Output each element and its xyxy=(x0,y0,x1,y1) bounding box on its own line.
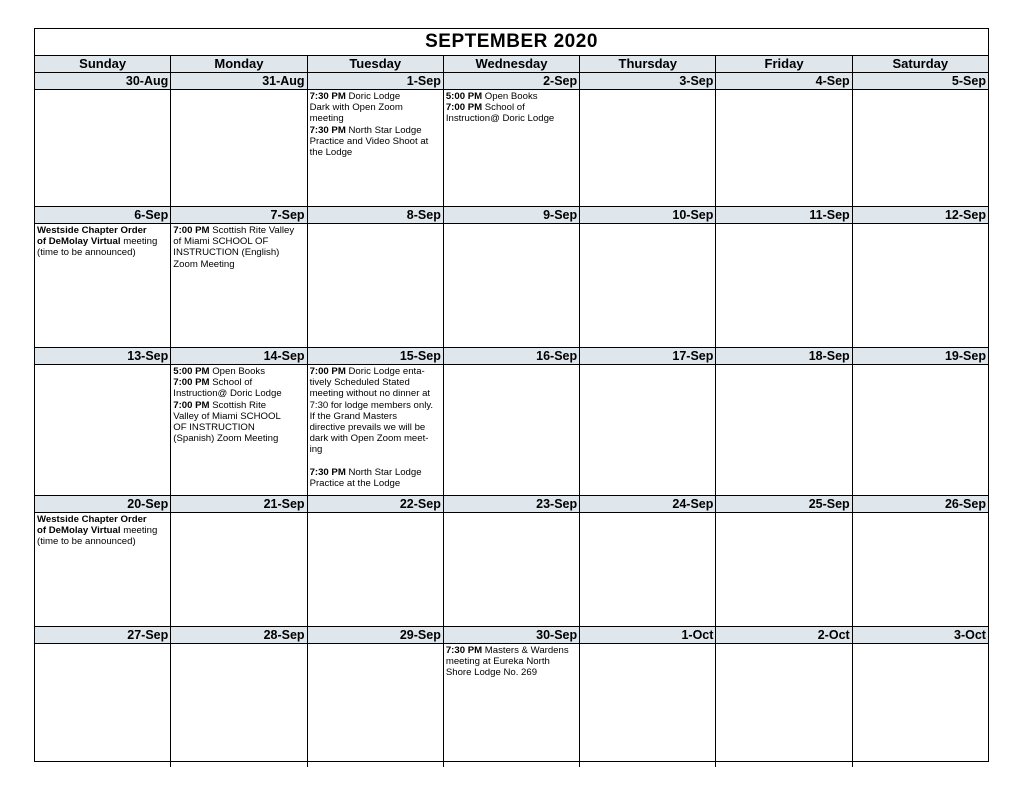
date-label: 3-Sep xyxy=(580,73,716,89)
date-label: 14-Sep xyxy=(171,348,307,364)
calendar-event[interactable] xyxy=(446,91,578,102)
event-text: Scottish Rite Valley of Miami SCHOOL OF INSTRUCTION (Spanish) Zoom Meeting xyxy=(173,399,281,445)
date-row xyxy=(35,73,988,90)
day-cell[interactable] xyxy=(853,224,988,347)
day-cell[interactable] xyxy=(308,224,444,347)
date-label: 23-Sep xyxy=(444,496,580,512)
event-text: North Star Lodge Practice and Video Shoot at the Lodge xyxy=(309,124,429,159)
week-row xyxy=(35,73,988,207)
date-label: 18-Sep xyxy=(716,348,852,364)
event-text: North Star Lodge Practice at the Lodge xyxy=(309,466,422,489)
date-label: 21-Sep xyxy=(171,496,307,512)
day-cell[interactable] xyxy=(580,90,716,206)
date-label: 13-Sep xyxy=(35,348,171,364)
date-label: 12-Sep xyxy=(944,208,986,222)
calendar-event[interactable] xyxy=(310,125,442,159)
event-time: 7:30 PM xyxy=(309,91,346,102)
date-label: 17-Sep xyxy=(580,348,716,364)
day-cell[interactable] xyxy=(171,365,307,495)
event-text: School of Instruction@ Doric Lodge xyxy=(445,102,555,125)
week-row xyxy=(35,496,988,627)
day-cell[interactable] xyxy=(35,644,171,767)
date-label: 27-Sep xyxy=(35,627,171,643)
calendar-title: SEPTEMBER 2020 xyxy=(35,29,988,56)
day-cell[interactable] xyxy=(853,365,988,495)
event-text: Scottish Rite Valley of Miami SCHOOL OF INSTRUCTION (English) Zoom Meeting xyxy=(173,225,295,270)
date-label: 1-Oct xyxy=(580,627,716,643)
date-label: 20-Sep xyxy=(35,496,171,512)
date-label: 16-Sep xyxy=(444,348,580,364)
event-spacer xyxy=(310,456,442,467)
event-text: Doric Lodge enta- tively Scheduled Stated meeting without no dinner at 7:30 for lodge members only. If the Grand Masters directive prevails we will be dark with Open Zoom meet- ing xyxy=(309,366,434,456)
event-time: Westside Chapter Order of DeMolay Virtual xyxy=(37,514,147,537)
event-time: 7:00 PM xyxy=(173,225,210,236)
event-time: 5:00 PM xyxy=(173,366,210,377)
weekday-tuesday: Tuesday xyxy=(308,56,444,72)
day-cell[interactable] xyxy=(580,224,716,347)
day-cell[interactable] xyxy=(580,365,716,495)
date-label: 9-Sep xyxy=(444,207,580,223)
calendar-event[interactable] xyxy=(173,366,305,377)
date-label: 7-Sep xyxy=(171,207,307,223)
weekday-saturday: Saturday xyxy=(892,56,949,71)
calendar-event[interactable] xyxy=(310,366,442,456)
day-cell[interactable] xyxy=(716,644,852,767)
event-text: meeting (time to be announced) xyxy=(37,236,158,259)
day-cell[interactable] xyxy=(308,644,444,767)
calendar-event[interactable] xyxy=(446,645,578,679)
weekday-thursday: Thursday xyxy=(580,56,716,72)
day-cell[interactable] xyxy=(444,365,580,495)
date-label: 31-Aug xyxy=(171,73,307,89)
date-label: 30-Aug xyxy=(35,73,171,89)
event-time: 7:30 PM xyxy=(445,645,483,656)
event-text: Open Books xyxy=(209,366,266,377)
date-label: 4-Sep xyxy=(716,73,852,89)
date-label: 30-Sep xyxy=(444,627,580,643)
date-label: 28-Sep xyxy=(171,627,307,643)
day-cell[interactable] xyxy=(171,513,307,626)
day-cell[interactable] xyxy=(853,513,988,626)
week-row xyxy=(35,627,988,767)
day-cell[interactable] xyxy=(35,90,171,206)
date-label: 2-Oct xyxy=(716,627,852,643)
weekday-wednesday: Wednesday xyxy=(444,56,580,72)
day-cell[interactable] xyxy=(716,224,852,347)
day-cell[interactable] xyxy=(171,90,307,206)
day-cell[interactable] xyxy=(853,644,988,767)
day-cell[interactable] xyxy=(444,644,580,767)
event-time: 7:00 PM xyxy=(309,366,346,377)
calendar-event[interactable] xyxy=(37,514,169,548)
calendar-event[interactable] xyxy=(173,225,305,270)
calendar-event[interactable] xyxy=(310,91,442,125)
event-time: 7:30 PM xyxy=(309,124,346,136)
day-cell[interactable] xyxy=(308,513,444,626)
day-cell[interactable] xyxy=(716,513,852,626)
event-text: meeting (time to be announced) xyxy=(37,525,158,548)
day-cell[interactable] xyxy=(171,224,307,347)
day-cell[interactable] xyxy=(308,365,444,495)
date-label: 22-Sep xyxy=(308,496,444,512)
date-label: 19-Sep xyxy=(944,349,986,363)
day-cell[interactable] xyxy=(444,513,580,626)
day-cells-row xyxy=(35,224,988,347)
date-label: 8-Sep xyxy=(308,207,444,223)
event-text: Doric Lodge Dark with Open Zoom meeting xyxy=(309,91,403,125)
calendar-event[interactable] xyxy=(173,400,305,445)
calendar-event[interactable] xyxy=(446,102,578,124)
date-row xyxy=(35,627,988,644)
date-label: 10-Sep xyxy=(580,207,716,223)
day-cell[interactable] xyxy=(35,513,171,626)
date-label: 3-Oct xyxy=(954,628,986,642)
weeks-container xyxy=(35,73,988,767)
weekday-friday: Friday xyxy=(716,56,852,72)
day-cell[interactable] xyxy=(716,365,852,495)
date-label: 1-Sep xyxy=(308,73,444,89)
date-label: 15-Sep xyxy=(308,348,444,364)
date-label: 5-Sep xyxy=(951,74,986,88)
day-cell[interactable] xyxy=(35,365,171,495)
date-row xyxy=(35,348,988,365)
calendar-event[interactable] xyxy=(37,225,169,259)
event-text: Open Books xyxy=(482,91,538,102)
event-time: 7:00 PM xyxy=(173,377,210,389)
date-row xyxy=(35,496,988,513)
weekday-sunday: Sunday xyxy=(35,56,171,72)
date-label: 25-Sep xyxy=(716,496,852,512)
date-label: 29-Sep xyxy=(308,627,444,643)
event-time: 5:00 PM xyxy=(445,91,483,102)
day-cells-row xyxy=(35,644,988,767)
date-label: 26-Sep xyxy=(944,497,986,511)
week-row xyxy=(35,207,988,348)
weekday-monday: Monday xyxy=(171,56,307,72)
day-cell[interactable] xyxy=(853,90,988,206)
event-time: 7:30 PM xyxy=(309,466,346,478)
day-cell[interactable] xyxy=(716,90,852,206)
date-label: 11-Sep xyxy=(716,207,852,223)
week-row xyxy=(35,348,988,496)
event-time: Westside Chapter Order of DeMolay Virtual xyxy=(37,225,147,248)
day-cell[interactable] xyxy=(308,90,444,206)
day-cells-row xyxy=(35,90,988,206)
event-text: Masters & Wardens meeting at Eureka North Shore Lodge No. 269 xyxy=(445,645,569,679)
weekday-header-row xyxy=(35,56,988,73)
day-cell[interactable] xyxy=(171,644,307,767)
day-cells-row xyxy=(35,365,988,495)
day-cell[interactable] xyxy=(580,513,716,626)
date-label: 6-Sep xyxy=(35,207,171,223)
date-row xyxy=(35,207,988,224)
event-time: 7:00 PM xyxy=(173,399,210,411)
day-cell[interactable] xyxy=(444,224,580,347)
date-label: 2-Sep xyxy=(444,73,580,89)
day-cells-row xyxy=(35,513,988,626)
date-label: 24-Sep xyxy=(580,496,716,512)
calendar xyxy=(34,28,989,762)
day-cell[interactable] xyxy=(35,224,171,347)
event-text: School of Instruction@ Doric Lodge xyxy=(173,377,282,400)
event-time: 7:00 PM xyxy=(445,102,483,114)
calendar-event[interactable] xyxy=(310,467,442,489)
day-cell[interactable] xyxy=(580,644,716,767)
day-cell[interactable] xyxy=(444,90,580,206)
calendar-event[interactable] xyxy=(173,377,305,399)
